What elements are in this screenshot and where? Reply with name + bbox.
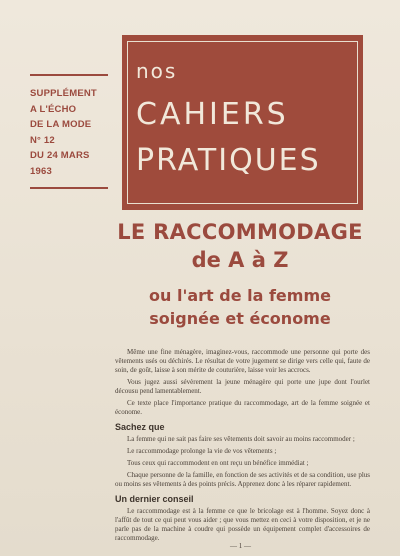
article-paragraph: Chaque personne de la famille, en fonction de ses activités et de sa condition, use plus ou moins ses vêtements à des points précis. Apprenez donc à les réparer rapidement. xyxy=(115,471,370,488)
supplement-line: N° 12 xyxy=(30,134,55,146)
supplement-line: SUPPLÉMENT xyxy=(30,88,97,99)
article-paragraph: Le raccommodage est à la femme ce que le bricolage est à l'homme. Soyez donc à l'affût de tout ce qui peut vous aider ; que vous mettez en ceci à votre disposition, et je ne parle pas de la machine à coudre qui possède un équipement complet d'accessoires de raccommodage. xyxy=(115,507,370,542)
supplement-line: A L'ÉCHO xyxy=(30,103,77,115)
article-paragraph: La femme qui ne sait pas faire ses vêtements doit savoir au moins raccommoder ; xyxy=(127,435,355,443)
masthead-line-1: nos xyxy=(136,59,178,83)
headline-line-2: de A à Z xyxy=(191,248,289,272)
article-paragraph: Le raccommodage prolonge la vie de vos vêtements ; xyxy=(127,447,277,455)
masthead-box xyxy=(122,35,363,210)
headline-line-1: LE RACCOMMODAGE xyxy=(117,220,363,244)
headline-line-3: ou l'art de la femme xyxy=(149,286,331,305)
article-paragraph: Vous jugez aussi sévèrement la jeune ménagère qui porte une jupe dont l'ourlet décousu pend lamentablement. xyxy=(115,378,370,395)
article-subheading: Un dernier conseil xyxy=(115,494,194,504)
article-paragraph: Même une fine ménagère, imaginez-vous, raccommode une personne qui porte des vêtements usés ou déchirés. Le résultat de votre jugement se dirige vers celle qui, faute de soin, de goût, laisse à son mérite de couturière, laisse voir les accrocs. xyxy=(115,348,370,374)
article-body xyxy=(115,348,370,546)
masthead-line-2: CAHIERS xyxy=(136,97,289,132)
supplement-line: DE LA MODE xyxy=(30,119,92,130)
page-number: — 1 — xyxy=(230,542,251,550)
masthead-line-3: PRATIQUES xyxy=(136,143,321,178)
supplement-line: DU 24 MARS xyxy=(30,150,90,161)
article-subheading: Sachez que xyxy=(115,422,165,432)
article-paragraph: Tous ceux qui raccommodent en ont reçu un bénéfice immédiat ; xyxy=(127,459,309,467)
headline-line-4: soignée et économe xyxy=(149,309,331,328)
supplement-info xyxy=(30,74,108,189)
supplement-line: 1963 xyxy=(30,165,52,177)
article-paragraph: Ce texte place l'importance pratique du raccommodage, art de la femme soignée et économe. xyxy=(115,399,370,416)
